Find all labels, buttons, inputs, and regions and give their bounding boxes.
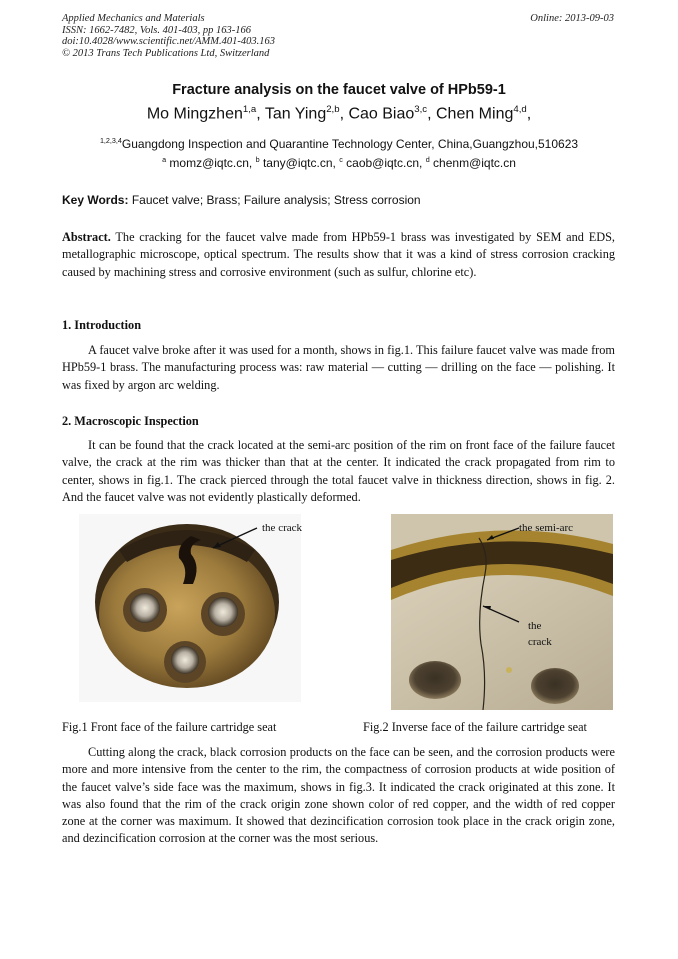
- abstract-label: Abstract.: [62, 230, 111, 244]
- author-sup: 3,c: [414, 104, 428, 115]
- macroscopic-paragraph: It can be found that the crack located at the semi-arc position of the rim on front face of the failure faucet valve, the crack at the rim was thicker than that at the center. It indicated the crack propagated from rim to center, shows in fig.1. The crack pierced through the total faucet valve in thickness direction, shows in fig. 2. And the faucet valve was not evidently plastically deformed.: [62, 438, 615, 504]
- email-link[interactable]: momz@iqtc.cn,: [169, 156, 253, 170]
- fig2-annotation-semi-arc: the semi-arc: [519, 522, 574, 534]
- email-sup: b: [255, 155, 260, 164]
- issn-line: ISSN: 1662-7482, Vols. 401-403, pp 163-166: [62, 24, 251, 36]
- author-sup: 4,d: [513, 104, 527, 115]
- email-link[interactable]: tany@iqtc.cn,: [262, 156, 336, 170]
- author-sup: 2,b: [326, 104, 340, 115]
- corrosion-paragraph: Cutting along the crack, black corrosion products on the face can be seen, and the corrosion products were more and more intensive from the center to the rim, the compactness of corrosion products at wide position of the faucet valve’s side face was the maximum, shows in fig.3. It indicated the crack originated at this zone. It was also found that the rim of the crack origin zone shown color of red copper, and the width of red copper zone at the corner was maximum. It showed that dezincification corrosion took place in the crack origin zone, and dezincification corrosion at the corner was the most serious.: [62, 745, 615, 846]
- abstract: [62, 229, 615, 281]
- author-sup: 1,a: [242, 104, 257, 115]
- copyright-line: © 2013 Trans Tech Publications Ltd, Switzerland: [62, 47, 270, 59]
- keywords-text: Faucet valve; Brass; Failure analysis; Stress corrosion: [131, 193, 421, 207]
- affiliation-text: Guangdong Inspection and Quarantine Technology Center, China,Guangzhou,510623: [121, 137, 579, 151]
- email-list: [0, 155, 678, 170]
- affiliation: [0, 136, 678, 151]
- author-name: Mo Mingzhen: [146, 105, 243, 123]
- publication-info: [62, 13, 275, 59]
- figure-1-photo: [79, 514, 301, 702]
- author-name: Chen Ming: [435, 105, 514, 123]
- fig2-annotation-crack: crack: [528, 636, 552, 648]
- email-link[interactable]: caob@iqtc.cn,: [346, 156, 423, 170]
- email-link[interactable]: chenm@iqtc.cn: [433, 156, 516, 170]
- email-sup: d: [425, 155, 430, 164]
- figure-2-photo: [391, 514, 613, 710]
- abstract-text: The cracking for the faucet valve made from HPb59-1 brass was investigated by SEM and EDS, metallographic microscope, optical spectrum. The results show that it was a kind of stress corrosion cracking caused by machining stress and corrosive environment (such as sulfur, chlorine etc).: [62, 230, 615, 279]
- fig2-annotation-the: the: [528, 620, 542, 632]
- figure-1-caption: Fig.1 Front face of the failure cartridge seat: [62, 720, 277, 734]
- email-sup: c: [339, 155, 343, 164]
- section-heading-introduction: 1. Introduction: [62, 318, 142, 332]
- author-list: Mo Mingzhen$^{1,a}$, Tan Ying$^{2,b}$, Cao Biao$^{3,c}$, Chen Ming$^{4,d}$,: [146, 104, 532, 123]
- keywords: [62, 193, 421, 207]
- email-sup: a: [162, 155, 167, 164]
- paper-title: Fracture analysis on the faucet valve of HPb59-1: [172, 82, 506, 98]
- keywords-label: Key Words:: [62, 193, 129, 207]
- section-heading-macroscopic: 2. Macroscopic Inspection: [62, 414, 199, 428]
- online-date: Online: 2013-09-03: [530, 13, 614, 24]
- introduction-paragraph: A faucet valve broke after it was used for a month, shows in fig.1. This failure faucet valve was made from HPb59-1 brass. The manufacturing process was: raw material — cutting — drilling on the face — polishing. It was fixed by argon arc welding.: [62, 343, 615, 392]
- fig1-annotation: the crack: [262, 522, 302, 534]
- affiliation-sup: 1,2,3,4: [99, 136, 122, 145]
- journal-name: Applied Mechanics and Materials: [62, 13, 205, 24]
- author-name: Cao Biao: [348, 105, 415, 123]
- figure-2-caption: Fig.2 Inverse face of the failure cartridge seat: [363, 720, 587, 734]
- doi-line: doi:10.4028/www.scientific.net/AMM.401-403.163: [62, 36, 275, 47]
- author-name: Tan Ying: [264, 105, 327, 123]
